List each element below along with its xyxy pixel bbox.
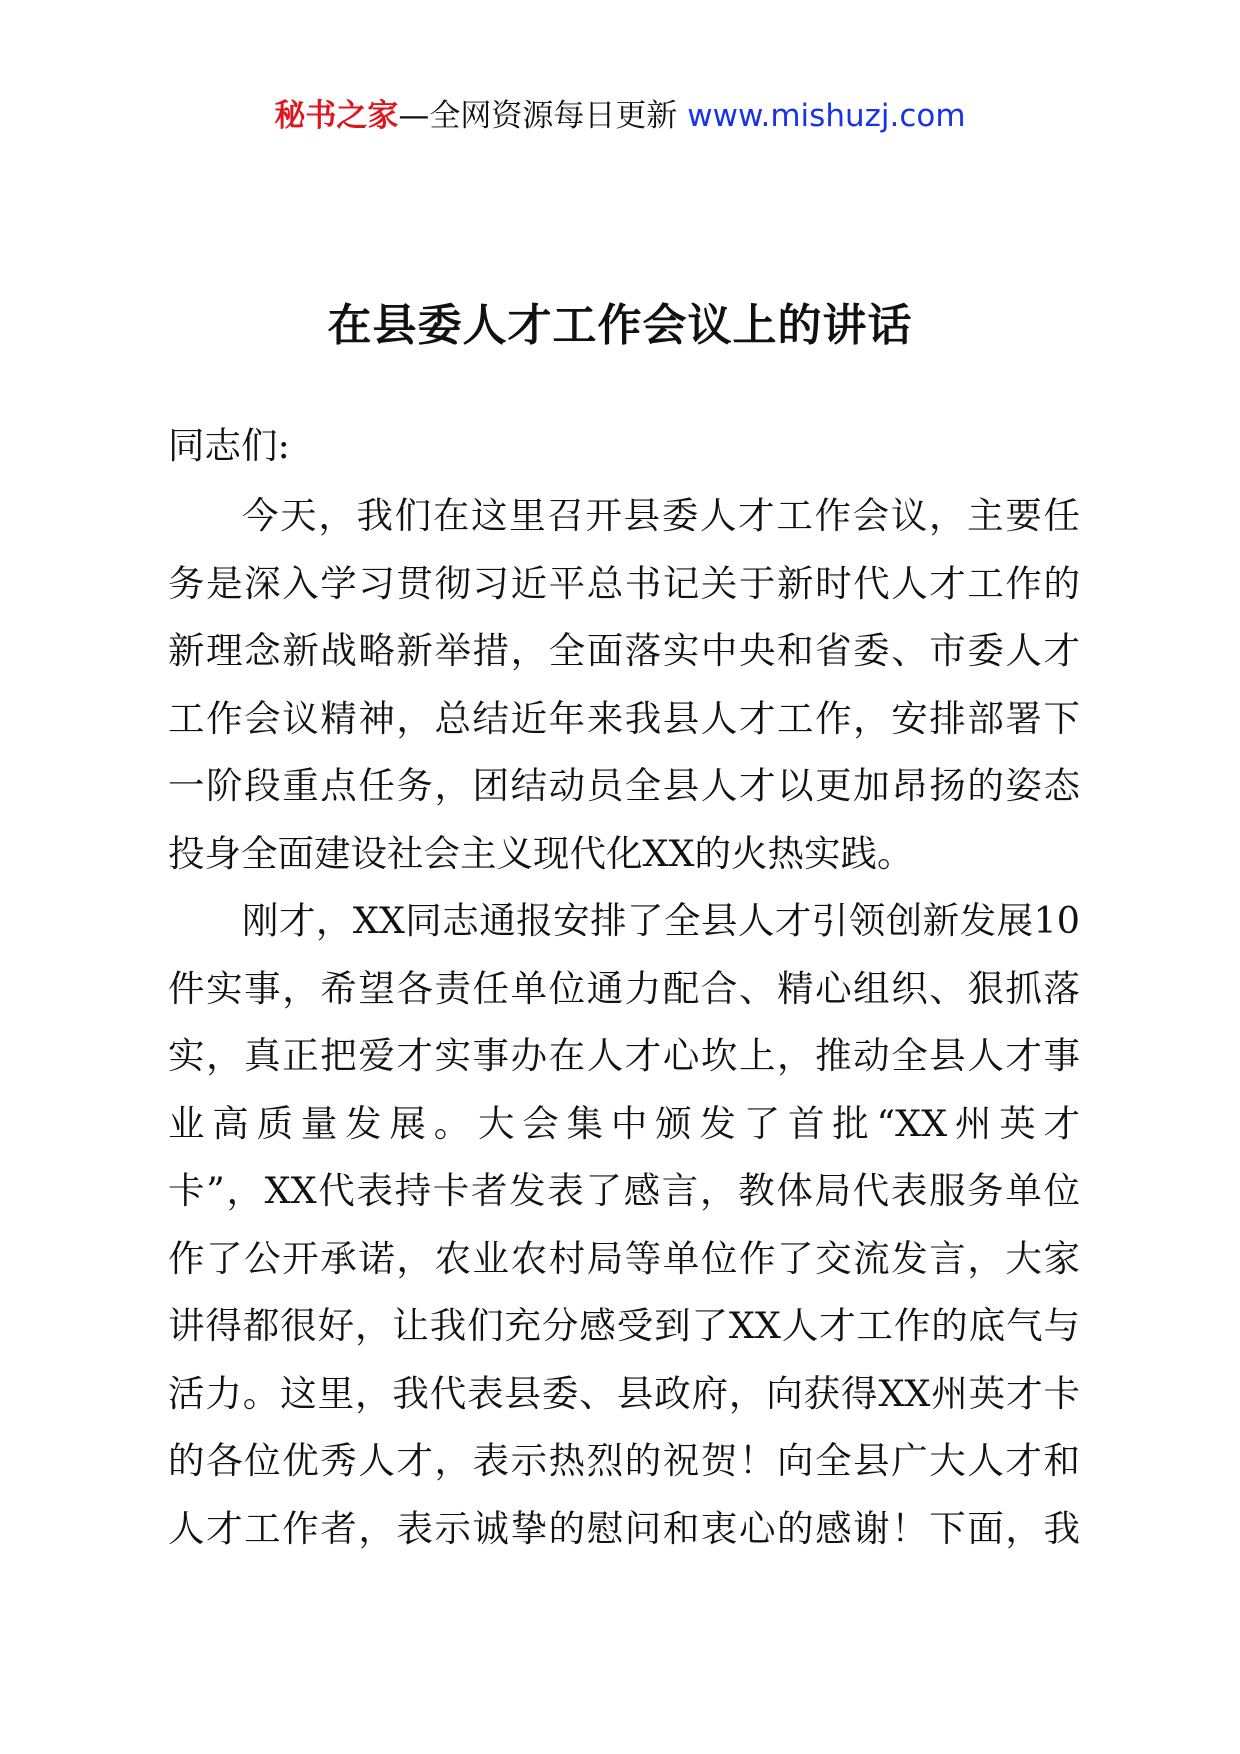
page-header — [0, 96, 1240, 136]
paragraph-line: 的各位优秀人才，表示热烈的祝贺！向全县广大人才和 — [168, 1439, 1080, 1482]
paragraph-line: 务是深入学习贯彻习近平总书记关于新时代人才工作的 — [168, 561, 1080, 605]
brand-name: 秘书之家 — [274, 98, 399, 134]
document-body — [168, 482, 1080, 1562]
document-title: 在县委人才工作会议上的讲话 — [327, 300, 913, 351]
paragraph-line: 投身全面建设社会主义现代化XX的火热实践。 — [168, 831, 914, 875]
paragraph-line: 人才工作者，表示诚挚的慰问和衷心的感谢！下面，我 — [168, 1506, 1080, 1550]
website-link[interactable]: www.mishuzj.com — [687, 98, 966, 134]
paragraph-line: 件实事，希望各责任单位通力配合、精心组织、狠抓落 — [168, 966, 1080, 1010]
paragraph-line: 活力。这里，我代表县委、县政府，向获得XX州英才卡 — [168, 1371, 1080, 1415]
paragraph-line: 工作会议精神，总结近年来我县人才工作，安排部署下 — [168, 696, 1080, 740]
paragraph-line: 刚才，XX同志通报安排了全县人才引领创新发展10 — [242, 899, 1080, 942]
paragraph-line: 一阶段重点任务，团结动员全县人才以更加昂扬的姿态 — [168, 764, 1080, 807]
paragraph-line: 业高质量发展。大会集中颁发了首批“XX州英才 — [168, 1101, 1080, 1145]
paragraph-line: 实，真正把爱才实事办在人才心坎上，推动全县人才事 — [168, 1034, 1080, 1077]
salutation: 同志们: — [168, 424, 290, 467]
paragraph-line: 作了公开承诺，农业农村局等单位作了交流发言，大家 — [168, 1236, 1080, 1280]
paragraph-line: 新理念新战略新举措，全面落实中央和省委、市委人才 — [168, 629, 1080, 672]
header-tagline: —全网资源每日更新 — [398, 98, 678, 134]
paragraph-line: 讲得都很好，让我们充分感受到了XX人才工作的底气与 — [168, 1304, 1080, 1347]
paragraph-line: 今天，我们在这里召开县委人才工作会议，主要任 — [242, 494, 1080, 537]
paragraph-line: 卡”，XX代表持卡者发表了感言，教体局代表服务单位 — [168, 1169, 1080, 1212]
